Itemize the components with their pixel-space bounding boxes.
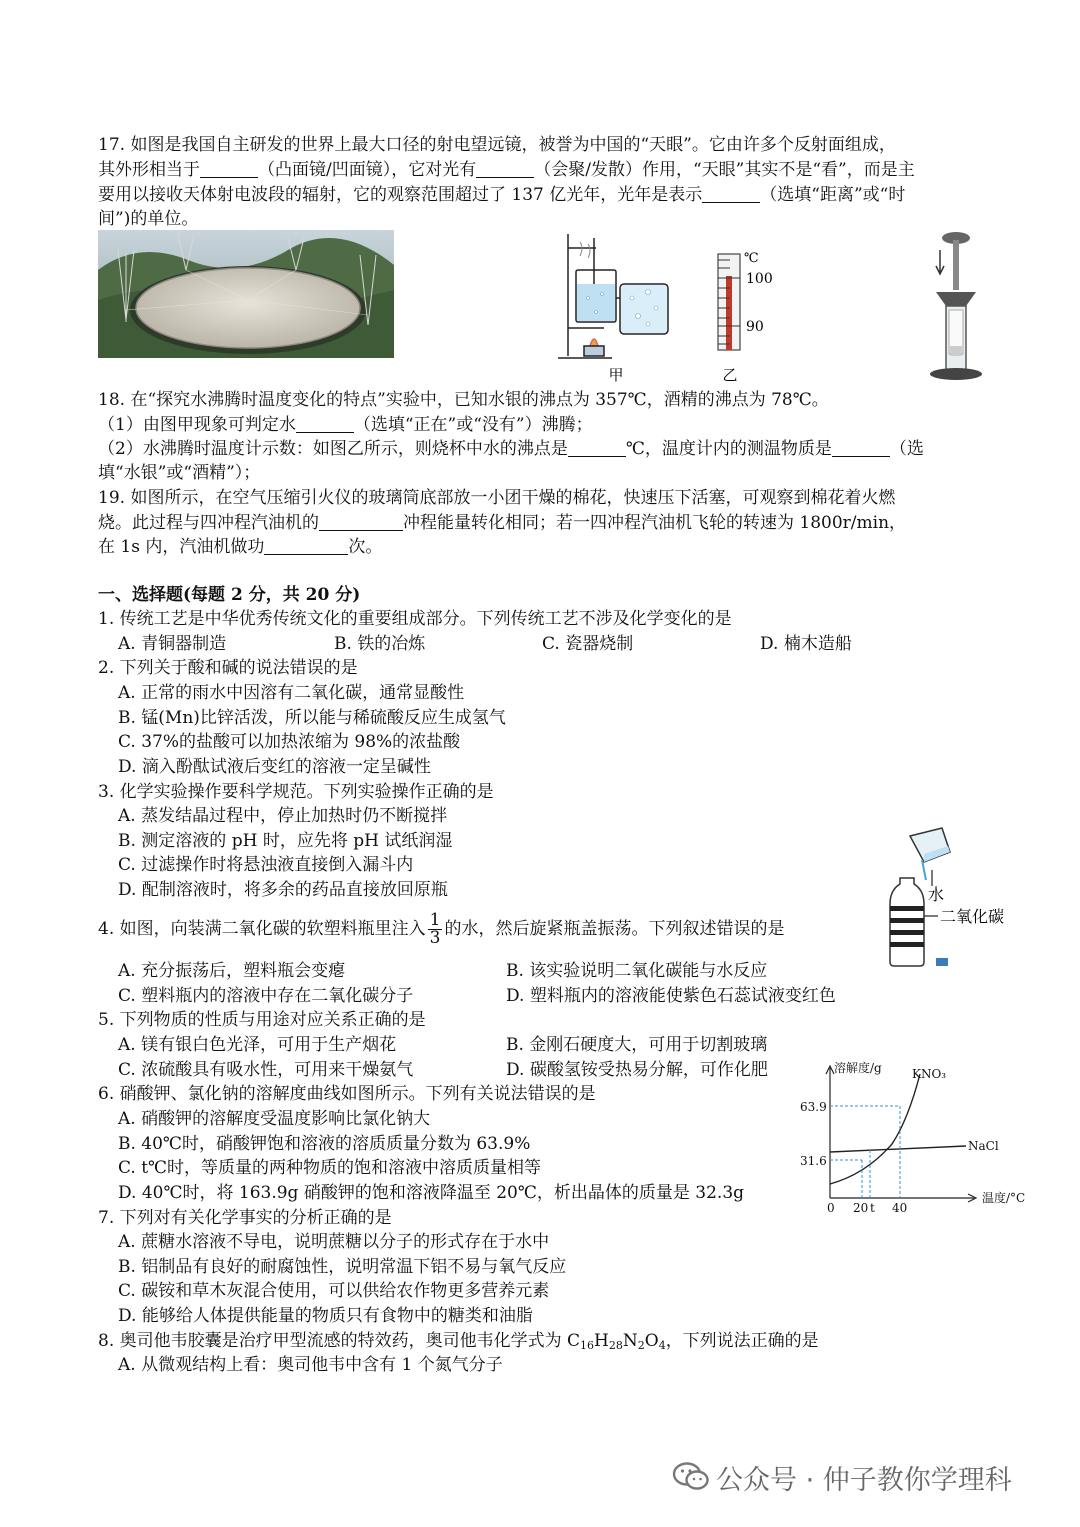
c6-option-b[interactable]: B. 40℃时，硝酸钾饱和溶液的溶质质量分数为 63.9% bbox=[118, 1134, 531, 1154]
air-compression-igniter-figure bbox=[922, 228, 992, 384]
c4-option-d[interactable]: D. 塑料瓶内的溶液能使紫色石蕊试液变红色 bbox=[506, 986, 836, 1006]
x-axis-label: 温度/°C bbox=[982, 1191, 1026, 1205]
water-label: 水 bbox=[928, 885, 945, 904]
q18-line4: 填“水银”或“酒精”）； bbox=[98, 463, 261, 483]
c3-option-d[interactable]: D. 配制溶液时，将多余的药品直接放回原瓶 bbox=[118, 880, 448, 900]
x-tick-0: 0 bbox=[827, 1201, 835, 1215]
c4-option-a[interactable]: A. 充分振荡后，塑料瓶会变瘪 bbox=[118, 961, 346, 981]
x-tick-20: 20 bbox=[853, 1201, 869, 1215]
answer-blank[interactable] bbox=[296, 414, 354, 433]
wechat-icon bbox=[672, 1460, 710, 1494]
q17-line1: 17. 如图是我国自主研发的世界上最大口径的射电望远镜，被誉为中国的“天眼”。它由许多个反射面组成， bbox=[98, 135, 896, 155]
c8-option-a[interactable]: A. 从微观结构上看：奥司他韦中含有 1 个氮气分子 bbox=[118, 1355, 503, 1375]
c6-option-c[interactable]: C. t℃时，等质量的两种物质的饱和溶液中溶质质量相等 bbox=[118, 1158, 542, 1178]
figure-label-jia: 甲 bbox=[608, 366, 624, 384]
y-tick-63-9: 63.9 bbox=[800, 1100, 827, 1114]
c1-question: 1. 传统工艺是中华优秀传统文化的重要组成部分。下列传统工艺不涉及化学变化的是 bbox=[98, 609, 732, 629]
c2-option-c[interactable]: C. 37%的盐酸可以加热浓缩为 98%的浓盐酸 bbox=[118, 732, 461, 752]
solubility-curve-figure bbox=[796, 1056, 1036, 1216]
q19-line3: 在 1s 内，汽油机做功 次。 bbox=[98, 537, 383, 557]
answer-blank[interactable] bbox=[264, 536, 348, 555]
c5-option-b[interactable]: B. 金刚石硬度大，可用于切割玻璃 bbox=[506, 1035, 768, 1055]
one-third-fraction: $\frac{1}{3}$ bbox=[429, 910, 441, 948]
c2-option-d[interactable]: D. 滴入酚酞试液后变红的溶液一定呈碱性 bbox=[118, 757, 431, 777]
c5-option-a[interactable]: A. 镁有银白色光泽，可用于生产烟花 bbox=[118, 1035, 397, 1055]
c7-option-c[interactable]: C. 碳铵和草木灰混合使用，可以供给农作物更多营养元素 bbox=[118, 1281, 550, 1301]
tick-90: 90 bbox=[746, 319, 764, 335]
watermark-text: 公众号 · 仲子教你学理科 bbox=[716, 1465, 1012, 1496]
section-heading: 一、选择题(每题 2 分，共 20 分) bbox=[98, 585, 361, 605]
telescope-photo bbox=[98, 230, 394, 358]
c6-option-a[interactable]: A. 硝酸钾的溶解度受温度影响比氯化钠大 bbox=[118, 1109, 431, 1129]
q17-line2: 其外形相当于 （凸面镜/凹面镜），它对光有 （会聚/发散）作用，“天眼”其实不是“看”，而是主 bbox=[98, 160, 915, 180]
c2-option-a[interactable]: A. 正常的雨水中因溶有二氧化碳，通常显酸性 bbox=[118, 683, 465, 703]
unit-label: ℃ bbox=[744, 251, 759, 266]
q19-line2: 烧。此过程与四冲程汽油机的 冲程能量转化相同；若一四冲程汽油机飞轮的转速为 1800r/min， bbox=[98, 513, 907, 533]
x-tick-t: t bbox=[870, 1201, 875, 1215]
thermometer-figure bbox=[708, 248, 798, 386]
c4-question: 4. 如图，向装满二氧化碳的软塑料瓶里注入 $\frac{1}{3}$ 的水，然后旋紧瓶盖振荡。下列叙述错误的是 bbox=[98, 910, 785, 948]
c2-option-b[interactable]: B. 锰(Mn)比锌活泼，所以能与稀硫酸反应生成氢气 bbox=[118, 708, 506, 728]
c3-option-a[interactable]: A. 蒸发结晶过程中，停止加热时仍不断搅拌 bbox=[118, 806, 448, 826]
co2-bottle-figure bbox=[880, 824, 1020, 972]
boiling-apparatus-figure bbox=[552, 228, 674, 386]
q17-line3: 要用以接收天体射电波段的辐射，它的观察范围超过了 137 亿光年，光年是表示 （选填“距离”或“时 bbox=[98, 185, 906, 205]
c5-option-c[interactable]: C. 浓硫酸具有吸水性，可用来干燥氨气 bbox=[118, 1060, 414, 1080]
answer-blank[interactable] bbox=[832, 438, 890, 457]
c1-option-a[interactable]: A. 青铜器制造 bbox=[118, 634, 227, 654]
c2-question: 2. 下列关于酸和碱的说法错误的是 bbox=[98, 658, 358, 678]
q19-line1: 19. 如图所示，在空气压缩引火仪的玻璃筒底部放一小团干燥的棉花，快速压下活塞，可观察到棉花着火燃 bbox=[98, 488, 896, 508]
c4-option-b[interactable]: B. 该实验说明二氧化碳能与水反应 bbox=[506, 961, 768, 981]
c3-option-c[interactable]: C. 过滤操作时将悬浊液直接倒入漏斗内 bbox=[118, 855, 414, 875]
y-tick-31-6: 31.6 bbox=[800, 1154, 827, 1168]
answer-blank[interactable] bbox=[476, 159, 534, 178]
c3-option-b[interactable]: B. 测定溶液的 pH 时，应先将 pH 试纸润湿 bbox=[118, 831, 453, 851]
tick-100: 100 bbox=[746, 271, 773, 287]
figure-label-yi: 乙 bbox=[722, 366, 738, 384]
c7-question: 7. 下列对有关化学事实的分析正确的是 bbox=[98, 1208, 392, 1228]
nacl-curve bbox=[830, 1146, 966, 1152]
c5-option-d[interactable]: D. 碳酸氢铵受热易分解，可作化肥 bbox=[506, 1060, 768, 1080]
c8-question: 8. 奥司他韦胶囊是治疗甲型流感的特效药，奥司他韦化学式为 $C_{16}H_{28}N_2O_4$，下列说法正确的是 bbox=[98, 1331, 819, 1352]
y-axis-label: 溶解度/g bbox=[834, 1061, 882, 1075]
co2-label: 二氧化碳 bbox=[940, 907, 1005, 926]
x-tick-40: 40 bbox=[892, 1201, 908, 1215]
c1-option-b[interactable]: B. 铁的冶炼 bbox=[334, 634, 426, 654]
q18-line3: （2）水沸腾时温度计示数：如图乙所示，则烧杯中水的沸点是 ℃，温度计内的测温物质是 （选 bbox=[98, 439, 924, 459]
answer-blank[interactable] bbox=[319, 512, 403, 531]
kno3-label: KNO₃ bbox=[912, 1067, 947, 1081]
answer-blank[interactable] bbox=[200, 159, 258, 178]
c7-option-b[interactable]: B. 铝制品有良好的耐腐蚀性，说明常温下铝不易与氧气反应 bbox=[118, 1257, 567, 1277]
c6-question: 6. 硝酸钾、氯化钠的溶解度曲线如图所示。下列有关说法错误的是 bbox=[98, 1084, 596, 1104]
c1-option-d[interactable]: D. 楠木造船 bbox=[760, 634, 852, 654]
c3-question: 3. 化学实验操作要科学规范。下列实验操作正确的是 bbox=[98, 782, 494, 802]
answer-blank[interactable] bbox=[702, 184, 760, 203]
q17-line4: 间”)的单位。 bbox=[98, 209, 199, 229]
nacl-label: NaCl bbox=[968, 1139, 999, 1153]
q18-line2: （1）由图甲现象可判定水 （选填“正在”或“没有”）沸腾； bbox=[98, 415, 593, 435]
c7-option-d[interactable]: D. 能够给人体提供能量的物质只有食物中的糖类和油脂 bbox=[118, 1306, 533, 1326]
answer-blank[interactable] bbox=[568, 438, 626, 457]
c4-option-c[interactable]: C. 塑料瓶内的溶液中存在二氧化碳分子 bbox=[118, 986, 414, 1006]
q18-line1: 18. 在“探究水沸腾时温度变化的特点”实验中，已知水银的沸点为 357℃，酒精的沸点为 78℃。 bbox=[98, 390, 829, 410]
c6-option-d[interactable]: D. 40℃时，将 163.9g 硝酸钾的饱和溶液降温至 20℃，析出晶体的质量是 32.3g bbox=[118, 1183, 745, 1203]
c7-option-a[interactable]: A. 蔗糖水溶液不导电，说明蔗糖以分子的形式存在于水中 bbox=[118, 1232, 550, 1252]
c1-option-c[interactable]: C. 瓷器烧制 bbox=[542, 634, 634, 654]
c5-question: 5. 下列物质的性质与用途对应关系正确的是 bbox=[98, 1010, 426, 1030]
